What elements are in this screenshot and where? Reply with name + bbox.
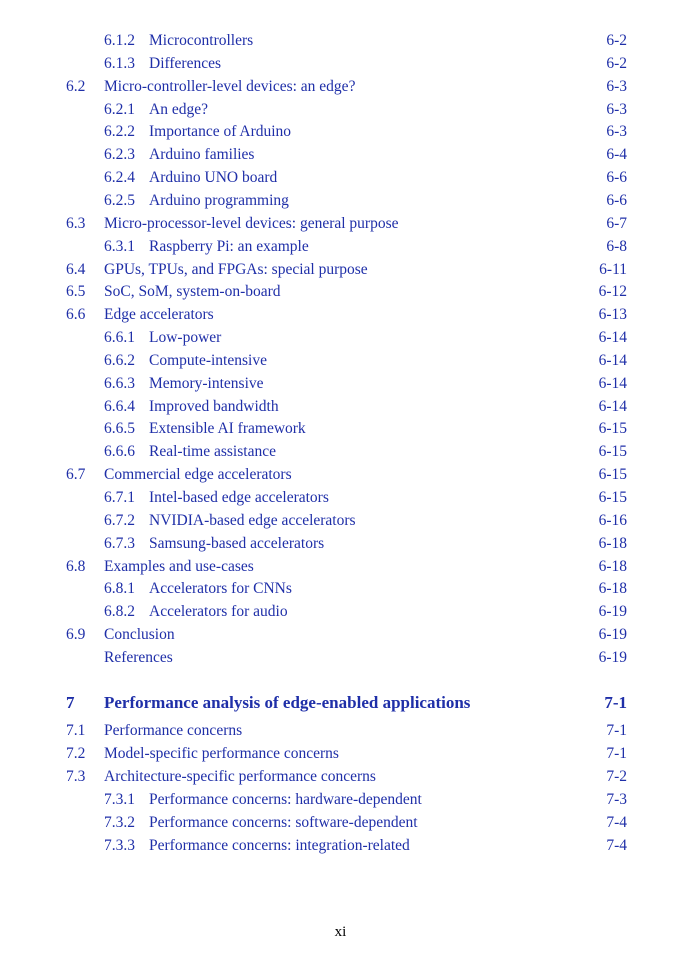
- toc-entry-6-9[interactable]: [0, 624, 681, 646]
- toc-entry-title: Architecture-specific performance concerns: [104, 768, 376, 785]
- toc-entry-page: 6-14: [598, 398, 627, 415]
- toc-entry-number: 6.3.1: [104, 238, 135, 255]
- toc-entry-title: References: [104, 649, 173, 666]
- toc-entry-title: Accelerators for audio: [149, 603, 288, 620]
- toc-entry-number: 7.2: [66, 745, 86, 762]
- toc-entry-6-2-1[interactable]: [0, 99, 681, 121]
- toc-entry-page: 6-11: [599, 261, 627, 278]
- toc-entry-number: 7.3: [66, 768, 86, 785]
- toc-entry-title: Edge accelerators: [104, 306, 214, 323]
- toc-entry-number: 6.2.1: [104, 101, 135, 118]
- toc-entry-page: 7-2: [606, 768, 627, 785]
- toc-entry-title: Intel-based edge accelerators: [149, 489, 329, 506]
- toc-entry-number: 6.2: [66, 78, 86, 95]
- toc-entry-page: 6-19: [598, 603, 627, 620]
- toc-entry-6-6-1[interactable]: [0, 327, 681, 349]
- toc-entry-6-1-2[interactable]: [0, 30, 681, 52]
- toc-entry-6-3[interactable]: [0, 213, 681, 235]
- toc-entry-page: 7-4: [606, 814, 627, 831]
- toc-entry-number: 6.1.3: [104, 55, 135, 72]
- toc-entry-number: 6.9: [66, 626, 86, 643]
- toc-entry-6-8-1[interactable]: [0, 578, 681, 600]
- toc-entry-7-3-2[interactable]: [0, 812, 681, 834]
- toc-entry-title: Performance concerns: software-dependent: [149, 814, 418, 831]
- toc-entry-page: 6-14: [598, 352, 627, 369]
- toc-entry-7-3[interactable]: [0, 766, 681, 788]
- toc-entry-7[interactable]: [0, 690, 681, 716]
- toc-entry-6-6[interactable]: [0, 304, 681, 326]
- toc-entry-number: 6.8.1: [104, 580, 135, 597]
- toc-entry-6-7[interactable]: [0, 464, 681, 486]
- toc-entry-6-7-3[interactable]: [0, 533, 681, 555]
- toc-entry-page: 6-15: [598, 489, 627, 506]
- toc-entry-6-1-3[interactable]: [0, 53, 681, 75]
- toc-entry-6-2-2[interactable]: [0, 121, 681, 143]
- toc-entry-page: 6-15: [598, 466, 627, 483]
- toc-entry-page: 6-15: [598, 443, 627, 460]
- toc-entry-6-8[interactable]: [0, 556, 681, 578]
- toc-entry-number: 6.4: [66, 261, 86, 278]
- toc-entry-6-4[interactable]: [0, 259, 681, 281]
- toc-entry-number: 7.1: [66, 722, 86, 739]
- toc-entry-page: 6-6: [606, 192, 627, 209]
- toc-entry-title: Arduino UNO board: [149, 169, 278, 186]
- toc-entry-title: An edge?: [149, 101, 208, 118]
- toc-entry-page: 6-18: [598, 535, 627, 552]
- toc-entry-page: 6-13: [598, 306, 627, 323]
- toc-entry-number: 6.5: [66, 283, 86, 300]
- toc-entry-page: 6-2: [606, 32, 627, 49]
- toc-entry-title: Low-power: [149, 329, 222, 346]
- toc-entry-number: 6.2.2: [104, 123, 135, 140]
- toc-entry-number: 6.2.4: [104, 169, 135, 186]
- toc-entry-page: 7-1: [606, 745, 627, 762]
- toc-entry-6-8-2[interactable]: [0, 601, 681, 623]
- toc-entry-title: Improved bandwidth: [149, 398, 279, 415]
- toc-entry-number: 6.7.2: [104, 512, 135, 529]
- toc-entry-page: 6-18: [598, 580, 627, 597]
- toc-entry-page: 7-1: [604, 693, 627, 712]
- toc-entry-number: 6.6.2: [104, 352, 135, 369]
- toc-entry-number: 6.6: [66, 306, 86, 323]
- toc-entry-title: Extensible AI framework: [149, 420, 306, 437]
- toc-entry-page: 6-4: [606, 146, 627, 163]
- toc-entry-page: 7-4: [606, 837, 627, 854]
- toc-entry-title: Commercial edge accelerators: [104, 466, 292, 483]
- toc-entry-title: Raspberry Pi: an example: [149, 238, 309, 255]
- toc-entry-page: 6-3: [606, 78, 627, 95]
- toc-entry-number: 6.8: [66, 558, 86, 575]
- toc-entry-page: 6-15: [598, 420, 627, 437]
- toc-entry-title: Micro-controller-level devices: an edge?: [104, 78, 356, 95]
- toc-entry-page: 6-19: [598, 626, 627, 643]
- toc-entry-number: 6.2.5: [104, 192, 135, 209]
- toc-entry-title: Differences: [149, 55, 222, 72]
- toc-entry-number: 7.3.3: [104, 837, 135, 854]
- toc-entry-number: 6.7.1: [104, 489, 135, 506]
- toc-entry-title: GPUs, TPUs, and FPGAs: special purpose: [104, 261, 368, 278]
- toc-entry-title: Model-specific performance concerns: [104, 745, 339, 762]
- toc-entry-title: Compute-intensive: [149, 352, 267, 369]
- toc-entry-6-2[interactable]: [0, 76, 681, 98]
- toc-entry-page: 6-2: [606, 55, 627, 72]
- toc-entry-6-3-1[interactable]: [0, 236, 681, 258]
- toc-entry-6-2-4[interactable]: [0, 167, 681, 189]
- toc-entry-title: Accelerators for CNNs: [149, 580, 292, 597]
- toc-entry-title: NVIDIA-based edge accelerators: [149, 512, 356, 529]
- toc-entry-title: Real-time assistance: [149, 443, 276, 460]
- toc-entry-page: 6-6: [606, 169, 627, 186]
- toc-entry-title: Arduino families: [149, 146, 255, 163]
- toc-entry-number: 6.7.3: [104, 535, 135, 552]
- toc-entry-7-3-3[interactable]: [0, 835, 681, 857]
- toc-entry-page: 6-18: [598, 558, 627, 575]
- page-number-folio: xi: [334, 924, 347, 940]
- toc-entry-6-7-1[interactable]: [0, 487, 681, 509]
- toc-entry-title: Samsung-based accelerators: [149, 535, 325, 552]
- toc-entry-number: 6.8.2: [104, 603, 135, 620]
- toc-entry-page: 6-3: [606, 101, 627, 118]
- toc-entry-number: 7.3.2: [104, 814, 135, 831]
- toc-entry-title: Micro-processor-level devices: general purpose: [104, 215, 399, 232]
- toc-entry-7-3-1[interactable]: [0, 789, 681, 811]
- toc-entry-title: Conclusion: [104, 626, 175, 643]
- toc-entry-title: Performance analysis of edge-enabled applications: [104, 693, 471, 712]
- toc-entry-number: 7: [66, 693, 75, 712]
- toc-entry-number: 6.1.2: [104, 32, 135, 49]
- toc-entry-title: SoC, SoM, system-on-board: [104, 283, 281, 300]
- toc-entry-6-7-2[interactable]: [0, 510, 681, 532]
- toc-entry-references[interactable]: [0, 647, 681, 669]
- toc-entry-7-2[interactable]: [0, 743, 681, 765]
- toc-entry-page: 6-16: [598, 512, 627, 529]
- toc-entry-number: 6.6.6: [104, 443, 135, 460]
- toc-entry-page: 6-3: [606, 123, 627, 140]
- toc-entry-number: 6.7: [66, 466, 86, 483]
- toc-entry-number: 6.6.3: [104, 375, 135, 392]
- toc-entry-title: Microcontrollers: [149, 32, 254, 49]
- toc-entry-page: 6-12: [598, 283, 627, 300]
- toc-entry-number: 7.3.1: [104, 791, 135, 808]
- toc-entry-6-2-3[interactable]: [0, 144, 681, 166]
- toc-entry-page: 7-1: [606, 722, 627, 739]
- toc-entry-6-6-3[interactable]: [0, 373, 681, 395]
- toc-entry-page: 7-3: [606, 791, 627, 808]
- toc-entry-title: Performance concerns: integration-related: [149, 837, 410, 854]
- toc-entry-title: Performance concerns: [104, 722, 243, 739]
- toc-entry-title: Importance of Arduino: [149, 123, 292, 140]
- toc-entry-number: 6.3: [66, 215, 86, 232]
- toc-entry-title: Performance concerns: hardware-dependent: [149, 791, 422, 808]
- toc-entry-page: 6-8: [606, 238, 627, 255]
- toc-entry-title: Examples and use-cases: [104, 558, 254, 575]
- toc-entry-page: 6-14: [598, 329, 627, 346]
- toc-entry-number: 6.6.5: [104, 420, 135, 437]
- toc-entry-6-6-2[interactable]: [0, 350, 681, 372]
- toc-entry-page: 6-7: [606, 215, 627, 232]
- toc-entry-number: 6.6.4: [104, 398, 135, 415]
- toc-entry-6-5[interactable]: [0, 281, 681, 303]
- toc-entry-page: 6-14: [598, 375, 627, 392]
- toc-entry-title: Arduino programming: [149, 192, 289, 209]
- toc-entry-7-1[interactable]: [0, 720, 681, 742]
- toc-entry-number: 6.2.3: [104, 146, 135, 163]
- toc-entry-page: 6-19: [598, 649, 627, 666]
- toc-entry-title: Memory-intensive: [149, 375, 264, 392]
- toc-entry-6-6-5[interactable]: [0, 418, 681, 440]
- toc-entry-number: 6.6.1: [104, 329, 135, 346]
- toc-entry-6-2-5[interactable]: [0, 190, 681, 212]
- toc-entry-6-6-4[interactable]: [0, 396, 681, 418]
- toc-entry-6-6-6[interactable]: [0, 441, 681, 463]
